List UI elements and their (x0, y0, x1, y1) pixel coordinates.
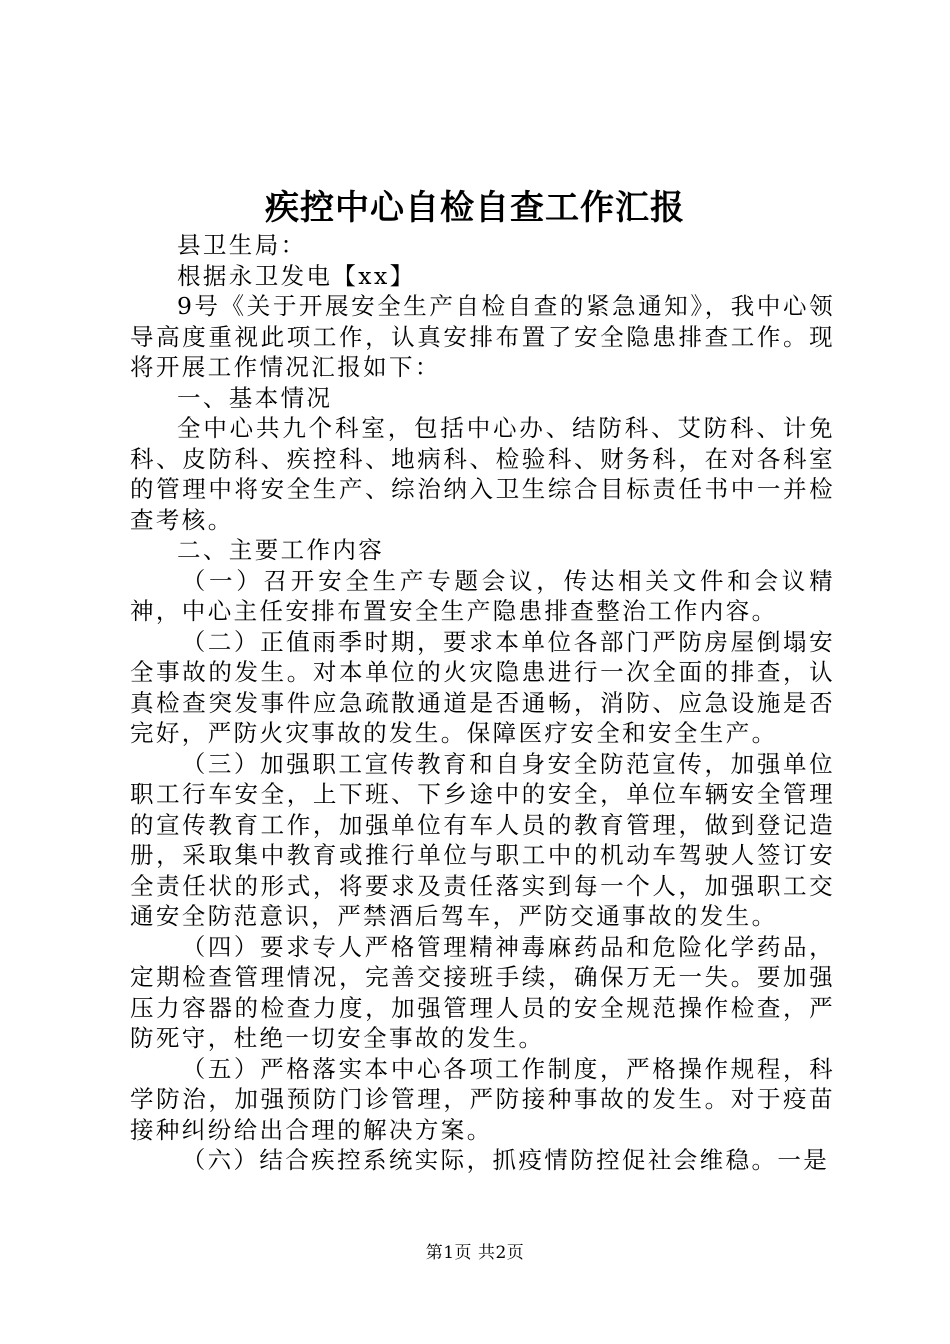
page-number: 第1页 共2页 (425, 1243, 525, 1263)
paragraph-item-3: （三）加强职工宣传教育和自身安全防范宣传，加强单位职工行车安全，上下班、下乡途中的安全，单位车辆安全管理的宣传教育工作，加强单位有车人员的教育管理，做到登记造册，采取集中教育或推行单位与职工中的机动车驾驶人签订安全责任状的形式，将要求及责任落实到每一个人，加强职工交通安全防范意识，严禁酒后驾车，严防交通事故的发生。 (130, 749, 835, 930)
section-heading-main-work: 二、主要工作内容 (177, 536, 385, 564)
paragraph-reference: 根据永卫发电【xx】 (177, 261, 416, 290)
salutation: 县卫生局： (177, 231, 307, 259)
paragraph-item-2: （二）正值雨季时期，要求本单位各部门严防房屋倒塌安全事故的发生。对本单位的火灾隐患进行一次全面的排查，认真检查突发事件应急疏散通道是否通畅，消防、应急设施是否完好，严防火灾事故的发生。保障医疗安全和安全生产。 (130, 627, 835, 747)
document-body (130, 230, 835, 1176)
document-title: 疾控中心自检自查工作汇报 (265, 188, 685, 228)
paragraph-item-4: （四）要求专人严格管理精神毒麻药品和危险化学药品，定期检查管理情况，完善交接班手续，确保万无一失。要加强压力容器的检查力度，加强管理人员的安全规范操作检查，严防死守，杜绝一切安全事故的发生。 (130, 932, 835, 1052)
paragraph-intro: 9号《关于开展安全生产自检自查的紧急通知》，我中心领导高度重视此项工作，认真安排布置了安全隐患排查工作。现将开展工作情况汇报如下： (130, 292, 835, 381)
section-heading-basic: 一、基本情况 (177, 383, 333, 412)
paragraph-item-5: （五）严格落实本中心各项工作制度，严格操作规程，科学防治，加强预防门诊管理，严防接种事故的发生。对于疫苗接种纠纷给出合理的解决方案。 (130, 1054, 835, 1144)
paragraph-basic: 全中心共九个科室，包括中心办、结防科、艾防科、计免科、皮防科、疾控科、地病科、检验科、财务科，在对各科室的管理中将安全生产、综治纳入卫生综合目标责任书中一并检查考核。 (130, 414, 835, 534)
paragraph-item-1: （一）召开安全生产专题会议，传达相关文件和会议精神，中心主任安排布置安全生产隐患排查整治工作内容。 (130, 566, 835, 625)
paragraph-item-6: （六）结合疾控系统实际，抓疫情防控促社会维稳。一是 (181, 1146, 830, 1174)
